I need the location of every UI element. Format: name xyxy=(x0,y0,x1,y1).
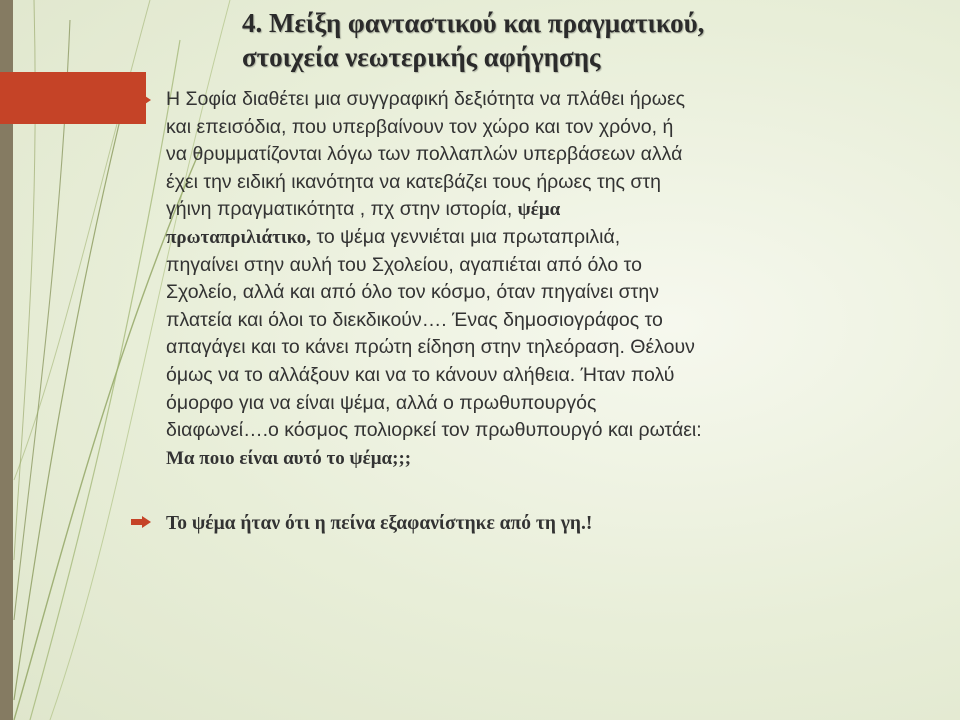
paragraph-line: να θρυμματίζονται λόγω των πολλαπλών υπερβάσεων αλλά xyxy=(166,143,683,166)
closing-question: Μα ποιο είναι αυτό το ψέμα;;; xyxy=(166,447,412,469)
arrow-bullet-icon xyxy=(130,93,152,107)
paragraph-line: πηγαίνει στην αυλή του Σχολείου, αγαπιέται από όλο το xyxy=(166,253,642,276)
story-title-emphasis: πρωταπριλιάτικο, xyxy=(166,226,312,248)
accent-tab xyxy=(0,72,146,124)
paragraph-line: Σχολείο, αλλά και από όλο τον κόσμο, όταν πηγαίνει στην xyxy=(166,281,659,304)
paragraph-text: γήινη πραγματικότητα , πχ στην ιστορία, xyxy=(166,198,518,221)
paragraph-2: Το ψέμα ήταν ότι η πείνα εξαφανίστηκε από τη γη.! xyxy=(166,513,593,534)
paragraph-line: διαφωνεί….ο κόσμος πολιορκεί τον πρωθυπουργό και ρωτάει: xyxy=(166,419,702,442)
paragraph-line: Η Σοφία διαθέτει μια συγγραφική δεξιότητα να πλάθει ήρωες xyxy=(166,88,686,110)
slide-title xyxy=(242,6,942,74)
paragraph-line xyxy=(166,196,926,224)
paragraph-line: έχει την ειδική ικανότητα να κατεβάζει τους ήρωες της στη xyxy=(166,170,661,193)
paragraph-line: και επεισόδια, που υπερβαίνουν τον χώρο και τον χρόνο, ή xyxy=(166,115,674,138)
story-title-emphasis: ψέμα xyxy=(517,199,561,221)
paragraph-1 xyxy=(166,86,926,472)
paragraph-line xyxy=(166,224,926,252)
paragraph-line: όμως να το αλλάξουν και να το κάνουν αλήθεια. Ήταν πολύ xyxy=(166,363,675,386)
paragraph-line: απαγάγει και το κάνει πρώτη είδηση στην τηλεόραση. Θέλουν xyxy=(166,336,695,359)
title-line-2: στοιχεία νεωτερικής αφήγησης xyxy=(242,42,601,72)
paragraph-line: πλατεία και όλοι το διεκδικούν…. Ένας δημοσιογράφος το xyxy=(166,308,663,331)
paragraph-line: όμορφο για να είναι ψέμα, αλλά ο πρωθυπουργός xyxy=(166,391,597,414)
paragraph-text: το ψέμα γεννιέται μια πρωταπριλιά, xyxy=(311,225,621,248)
title-line-1: 4. Μείξη φανταστικού και πραγματικού, xyxy=(242,8,705,38)
arrow-bullet-icon xyxy=(130,515,152,529)
